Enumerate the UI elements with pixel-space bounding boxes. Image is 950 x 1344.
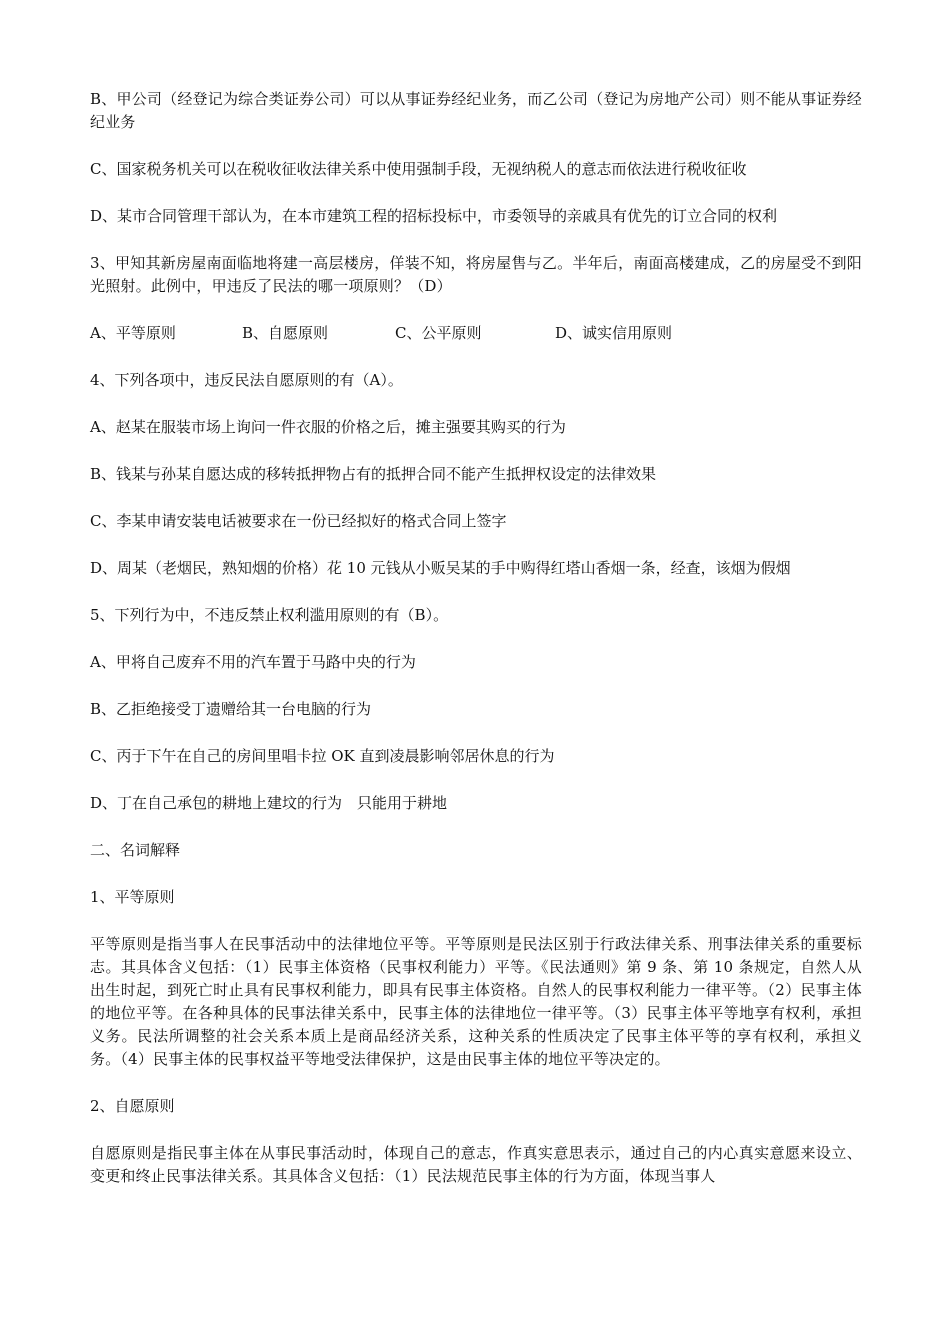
option-a-q4: A、赵某在服装市场上询问一件衣服的价格之后，摊主强要其购买的行为 [90,418,566,436]
term-body-voluntariness: 自愿原则是指民事主体在从事民事活动时，体现自己的意志，作真实意思表示，通过自己的内心真实意愿来设立、变更和终止民事法律关系。其具体含义包括：（1）民法规范民事主体的行为方面，体现当事人 [90,1144,862,1185]
section-heading-term-explanation: 二、名词解释 [90,841,181,859]
option-a-q3: A、平等原则 [90,324,176,342]
question-5: 5、下列行为中，不违反禁止权利滥用原则的有（B）。 [90,606,449,624]
option-c-q3: C、公平原则 [395,324,482,342]
option-d-q2: D、某市合同管理干部认为，在本市建筑工程的招标投标中，市委领导的亲戚具有优先的订立合同的权利 [90,207,778,225]
term-heading-equality: 1、平等原则 [90,888,175,906]
option-b-q3: B、自愿原则 [242,324,329,342]
question-3: 3、甲知其新房屋南面临地将建一高层楼房，佯装不知，将房屋售与乙。半年后，南面高楼建成，乙的房屋受不到阳光照射。此例中，甲违反了民法的哪一项原则？（D） [90,254,862,295]
option-b-q5: B、乙拒绝接受丁遗赠给其一台电脑的行为 [90,700,372,718]
option-b-q4: B、钱某与孙某自愿达成的移转抵押物占有的抵押合同不能产生抵押权设定的法律效果 [90,465,657,483]
option-a-q5: A、甲将自己废弃不用的汽车置于马路中央的行为 [90,653,416,671]
option-d-q5: D、丁在自己承包的耕地上建坟的行为 只能用于耕地 [90,794,448,812]
option-c-q2: C、国家税务机关可以在税收征收法律关系中使用强制手段，无视纳税人的意志而依法进行税收征收 [90,160,747,178]
option-c-q5: C、丙于下午在自己的房间里唱卡拉 OK 直到凌晨影响邻居休息的行为 [90,747,555,765]
option-c-q4: C、李某申请安装电话被要求在一份已经拟好的格式合同上签字 [90,512,507,530]
option-b-q2: B、甲公司（经登记为综合类证券公司）可以从事证券经纪业务，而乙公司（登记为房地产公司）则不能从事证券经纪业务 [90,90,862,131]
term-body-equality: 平等原则是指当事人在民事活动中的法律地位平等。平等原则是民法区别于行政法律关系、刑事法律关系的重要标志。其具体含义包括：（1）民事主体资格（民事权利能力）平等。《民法通则》第 9 条、第 10 条规定，自然人从出生时起，到死亡时止具有民事权利能力，即具有民事主体资格。自然人的民事权利能力一律平等。（2）民事主体的地位平等。在各种具体的民事法律关系中，民事主体的法律地位一律平等。（3）民事主体平等地享有权利，承担义务。民法所调整的社会关系本质上是商品经济关系，这种关系的性质决定了民事主体平等的享有权利，承担义务。（4）民事主体的民事权益平等地受法律保护，这是由民事主体的地位平等决定的。 [90,935,862,1068]
question-4: 4、下列各项中，违反民法自愿原则的有（A）。 [90,371,403,389]
question-3-options [90,322,862,345]
document-page [90,88,862,1212]
option-d-q3: D、诚实信用原则 [555,324,673,342]
option-d-q4: D、周某（老烟民，熟知烟的价格）花 10 元钱从小贩吴某的手中购得红塔山香烟一条，经查，该烟为假烟 [90,559,791,577]
term-heading-voluntariness: 2、自愿原则 [90,1097,175,1115]
